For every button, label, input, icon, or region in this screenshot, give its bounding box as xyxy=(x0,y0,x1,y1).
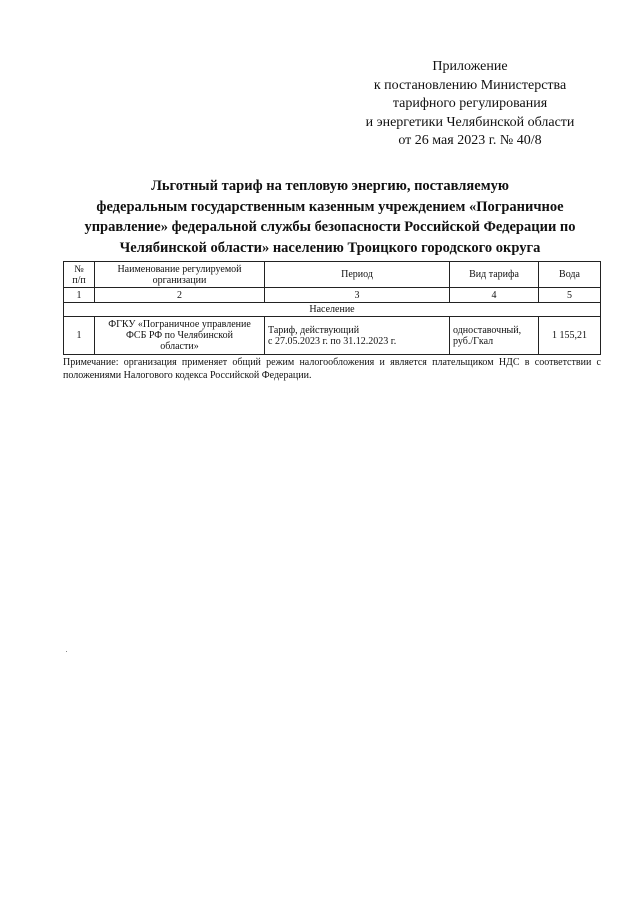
column-number-row xyxy=(64,288,601,303)
header-period: Период xyxy=(265,262,450,288)
table-header-row xyxy=(64,262,601,288)
appendix-line: к постановлению Министерства xyxy=(373,77,567,93)
column-number: 1 xyxy=(64,288,95,303)
row-water-value: 1 155,21 xyxy=(539,317,601,355)
tariff-table xyxy=(63,261,601,355)
column-number: 4 xyxy=(450,288,539,303)
header-org: Наименование регулируемой организации xyxy=(95,262,265,288)
row-tariff-type: одноставочный, руб./Гкал xyxy=(450,317,539,355)
appendix-line: Приложение xyxy=(432,59,508,74)
group-label: Население xyxy=(64,303,601,317)
column-number: 2 xyxy=(95,288,265,303)
appendix-line: и энергетики Челябинской области xyxy=(365,114,575,130)
appendix-header xyxy=(340,58,600,151)
header-tariff-type: Вид тарифа xyxy=(450,262,539,288)
title-line: управление» федеральной службы безопасности Российской Федерации по xyxy=(84,219,576,235)
column-number: 5 xyxy=(539,288,601,303)
row-period: Тариф, действующий с 27.05.2023 г. по 31.12.2023 г. xyxy=(265,317,450,355)
title-line: Льготный тариф на тепловую энергию, поставляемую xyxy=(151,178,509,194)
column-number: 3 xyxy=(265,288,450,303)
table-row xyxy=(64,317,601,355)
row-num: 1 xyxy=(64,317,95,355)
appendix-date-line: от 26 мая 2023 г. № 40/8 xyxy=(398,133,542,148)
title-line: Челябинской области» населению Троицкого городского округа xyxy=(119,239,541,256)
row-org: ФГКУ «Пограничное управление ФСБ РФ по Челябинской области» xyxy=(95,317,265,355)
header-num: № п/п xyxy=(64,262,95,288)
header-water: Вода xyxy=(539,262,601,288)
appendix-line: тарифного регулирования xyxy=(392,96,548,111)
note: Примечание: организация применяет общий режим налогообложения и является плательщиком НДС в соответствии с положениями Налогового кодекса Российской Федерации. xyxy=(63,357,601,381)
group-row xyxy=(64,303,601,317)
scan-speck xyxy=(66,651,67,652)
document-title xyxy=(60,176,600,258)
title-line: федеральным государственным казенным учреждением «Пограничное xyxy=(96,198,564,215)
